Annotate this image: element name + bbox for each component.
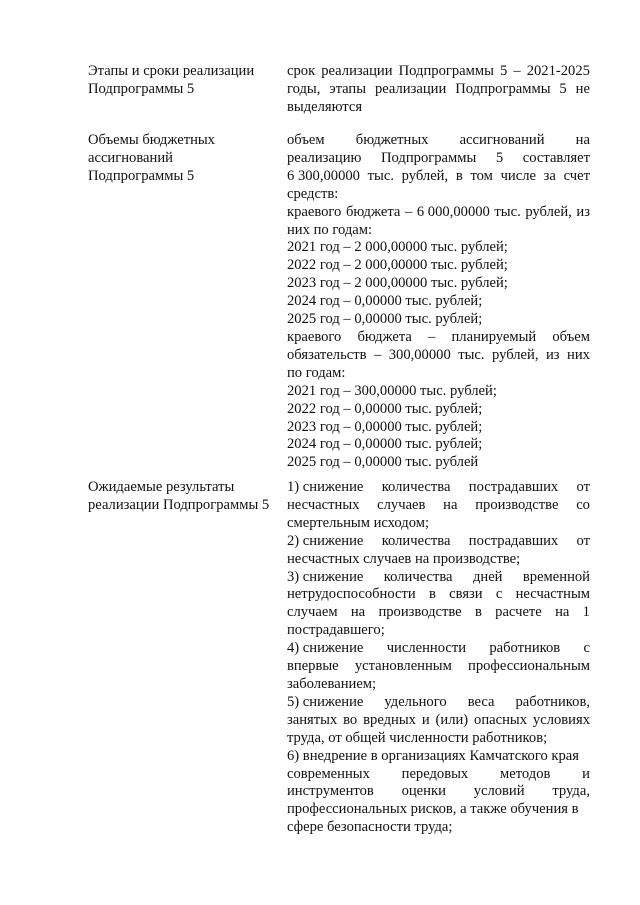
value-line: [287, 293, 590, 311]
value-word: 2024 год – 0,00000 тыс. рублей;: [287, 436, 483, 453]
value-word: числе: [500, 167, 536, 184]
value-line: [287, 132, 590, 150]
value-word: 1: [582, 604, 590, 621]
value-word: рублей,: [492, 346, 539, 363]
label-line: Подпрограммы 5: [88, 80, 195, 97]
value-line: [287, 419, 590, 437]
value-word: условий: [473, 783, 525, 800]
value-word: расчете: [495, 604, 542, 621]
value-word: производстве: [378, 604, 462, 621]
value-word: несчастным: [515, 586, 590, 603]
value-word: вредных: [363, 711, 416, 728]
value-word: передовых: [401, 765, 469, 782]
value-line: [287, 515, 590, 533]
value-word: производстве: [475, 496, 559, 513]
value-word: опасных: [474, 711, 528, 728]
value-line: [287, 311, 590, 329]
value-word: и: [582, 765, 590, 782]
value-word: реализации: [321, 63, 393, 79]
value-word: бюджета: [345, 203, 401, 220]
value-word: и: [421, 711, 430, 728]
value-word: 2021 год – 2 000,00000 тыс. рублей;: [287, 239, 508, 256]
value-line: [287, 365, 590, 383]
value-line: [287, 783, 590, 801]
value-line: [287, 497, 590, 515]
value-line: [287, 551, 590, 569]
value-word: них по годам:: [287, 221, 373, 238]
value-line: [287, 275, 590, 293]
value-word: 2025 год – 0,00000 тыс. рублей: [287, 454, 479, 471]
value-word: современных: [287, 765, 370, 782]
value-word: ассигнований: [459, 132, 545, 148]
value-line: [287, 257, 590, 275]
value-word: рублей,: [525, 203, 572, 220]
value-word: пострадавшего;: [287, 622, 385, 639]
value-line: [287, 168, 590, 186]
value-word: –: [428, 328, 436, 345]
label-line: Этапы и сроки реализации: [88, 63, 255, 79]
value-word: 2025 год – 0,00000 тыс. рублей;: [287, 311, 483, 328]
value-line: [287, 569, 590, 587]
value-word: от: [576, 479, 590, 495]
row-label: [88, 63, 278, 99]
value-word: 6) внедрение в организациях Камчатского края: [287, 747, 579, 764]
row-label: [88, 132, 278, 186]
value-word: установленным: [354, 658, 452, 675]
value-word: инструментов: [287, 783, 374, 800]
value-line: [287, 819, 590, 837]
value-word: 300,00000: [388, 346, 451, 363]
value-line: [287, 712, 590, 730]
value-word: тыс.: [494, 203, 521, 220]
value-word: том: [470, 167, 493, 184]
row-value: [287, 479, 590, 837]
value-word: сфере безопасности труда;: [287, 819, 453, 836]
value-word: Подпрограммы: [398, 63, 494, 79]
value-word: временной: [522, 568, 590, 585]
value-word: из: [576, 203, 590, 220]
value-word: 2022 год – 2 000,00000 тыс. рублей;: [287, 257, 508, 274]
value-word: на: [443, 496, 458, 513]
value-word: 2) снижение: [287, 532, 364, 549]
value-word: за: [543, 167, 556, 184]
row-label: [88, 479, 278, 515]
value-word: 2022 год – 0,00000 тыс. рублей;: [287, 400, 483, 417]
value-line: [287, 329, 590, 347]
value-word: труда,: [552, 783, 590, 800]
value-word: оценки: [401, 783, 446, 800]
value-word: –: [513, 63, 521, 79]
value-line: [287, 239, 590, 257]
value-word: бюджетных: [355, 132, 429, 148]
value-word: составляет: [522, 149, 590, 166]
value-word: 6 300,00000: [287, 167, 360, 184]
value-word: объем: [552, 328, 590, 345]
value-word: заболеванием;: [287, 675, 377, 692]
value-word: работников: [489, 640, 561, 657]
value-word: со: [576, 496, 590, 513]
value-word: труда, от общей численности работников;: [287, 729, 548, 746]
value-word: пострадавших: [468, 479, 559, 495]
value-word: Подпрограммы: [381, 149, 477, 166]
value-word: дней: [472, 568, 503, 585]
value-line: [287, 150, 590, 168]
value-line: [287, 63, 590, 81]
value-word: количества: [381, 532, 451, 549]
value-word: –: [373, 346, 382, 363]
value-word: профессиональным: [468, 658, 590, 675]
value-word: на: [555, 604, 570, 621]
value-line: [287, 604, 590, 622]
value-word: 1) снижение: [287, 479, 364, 495]
value-word: численности: [386, 640, 467, 657]
label-line: Объемы бюджетных: [88, 132, 215, 148]
value-word: 3) снижение: [287, 568, 364, 585]
value-word: удельного: [384, 693, 447, 710]
value-word: от: [576, 532, 590, 549]
value-word: веса: [467, 693, 495, 710]
value-line: [287, 801, 590, 819]
value-word: на: [575, 132, 590, 148]
value-word: в: [455, 167, 463, 184]
value-word: с: [583, 640, 590, 657]
value-word: методов: [500, 765, 551, 782]
value-word: занятых: [287, 711, 338, 728]
value-word: рублей,: [401, 167, 449, 184]
label-line: Подпрограммы 5: [88, 167, 195, 184]
value-word: 5: [559, 80, 567, 97]
value-word: краевого: [287, 328, 342, 345]
value-word: реализации: [374, 80, 447, 97]
value-word: обязательств: [287, 346, 367, 363]
value-word: тыс.: [367, 167, 394, 184]
value-word: нетрудоспособности: [287, 586, 416, 603]
value-word: пострадавших: [468, 532, 559, 549]
label-line: ассигнований: [88, 149, 173, 166]
value-line: [287, 401, 590, 419]
value-line: [287, 222, 590, 240]
value-line: [287, 204, 590, 222]
row-value: [287, 132, 590, 472]
value-word: 2023 год – 0,00000 тыс. рублей;: [287, 418, 483, 435]
value-line: [287, 658, 590, 676]
value-word: тыс.: [458, 346, 485, 363]
value-word: 2021-2025: [526, 63, 590, 79]
value-word: профессиональных рисков, а также обучения в: [287, 801, 579, 818]
value-word: связи: [449, 586, 483, 603]
value-word: –: [404, 203, 413, 220]
value-word: планируемый: [451, 328, 537, 345]
value-word: в: [474, 604, 482, 621]
value-word: 2024 год – 0,00000 тыс. рублей;: [287, 293, 483, 310]
value-word: 4) снижение: [287, 640, 364, 657]
value-word: случаем: [287, 604, 338, 621]
value-word: количества: [381, 479, 451, 495]
value-word: на: [350, 604, 366, 621]
value-word: Подпрограммы: [455, 80, 551, 97]
value-line: [287, 533, 590, 551]
value-word: выделяются: [287, 98, 363, 115]
value-word: (или): [435, 711, 469, 728]
value-word: бюджета: [357, 328, 412, 345]
value-word: количества: [383, 568, 453, 585]
value-word: впервые: [287, 658, 339, 675]
value-word: несчастных случаев на производстве;: [287, 550, 521, 567]
value-word: не: [575, 80, 590, 97]
value-word: годы,: [287, 80, 321, 97]
value-word: смертельным исходом;: [287, 514, 430, 531]
value-line: [287, 676, 590, 694]
value-word: 2021 год – 300,00000 тыс. рублей;: [287, 382, 497, 399]
value-word: счет: [563, 167, 590, 184]
row-value: [287, 63, 590, 117]
value-line: [287, 748, 590, 766]
value-word: в: [428, 586, 436, 603]
value-line: [287, 730, 590, 748]
value-word: 2023 год – 2 000,00000 тыс. рублей;: [287, 275, 508, 292]
value-word: 5: [499, 63, 508, 79]
value-line: [287, 186, 590, 204]
value-line: [287, 81, 590, 99]
value-word: условиях: [532, 711, 590, 728]
value-word: них: [567, 346, 590, 363]
value-word: по годам:: [287, 364, 346, 381]
value-word: средств:: [287, 185, 339, 202]
value-line: [287, 436, 590, 454]
value-line: [287, 640, 590, 658]
value-word: объем: [287, 132, 325, 148]
value-word: срок: [287, 63, 316, 79]
value-line: [287, 586, 590, 604]
label-line: реализации Подпрограммы 5: [88, 496, 270, 513]
value-word: 5) снижение: [287, 693, 364, 710]
value-word: этапы: [329, 80, 367, 97]
value-word: несчастных: [287, 496, 360, 513]
label-line: Ожидаемые результаты: [88, 479, 235, 495]
value-line: [287, 347, 590, 365]
value-line: [287, 479, 590, 497]
value-word: 5: [495, 149, 504, 166]
value-word: случаев: [377, 496, 426, 513]
value-line: [287, 454, 590, 472]
value-line: [287, 694, 590, 712]
value-line: [287, 99, 590, 117]
value-line: [287, 383, 590, 401]
value-line: [287, 622, 590, 640]
value-word: из: [545, 346, 560, 363]
value-word: реализацию: [287, 149, 362, 166]
value-line: [287, 766, 590, 784]
value-word: во: [343, 711, 358, 728]
value-word: с: [495, 586, 503, 603]
value-word: краевого: [287, 203, 342, 220]
value-word: работников,: [515, 693, 590, 710]
value-word: 6 000,00000: [416, 203, 490, 220]
